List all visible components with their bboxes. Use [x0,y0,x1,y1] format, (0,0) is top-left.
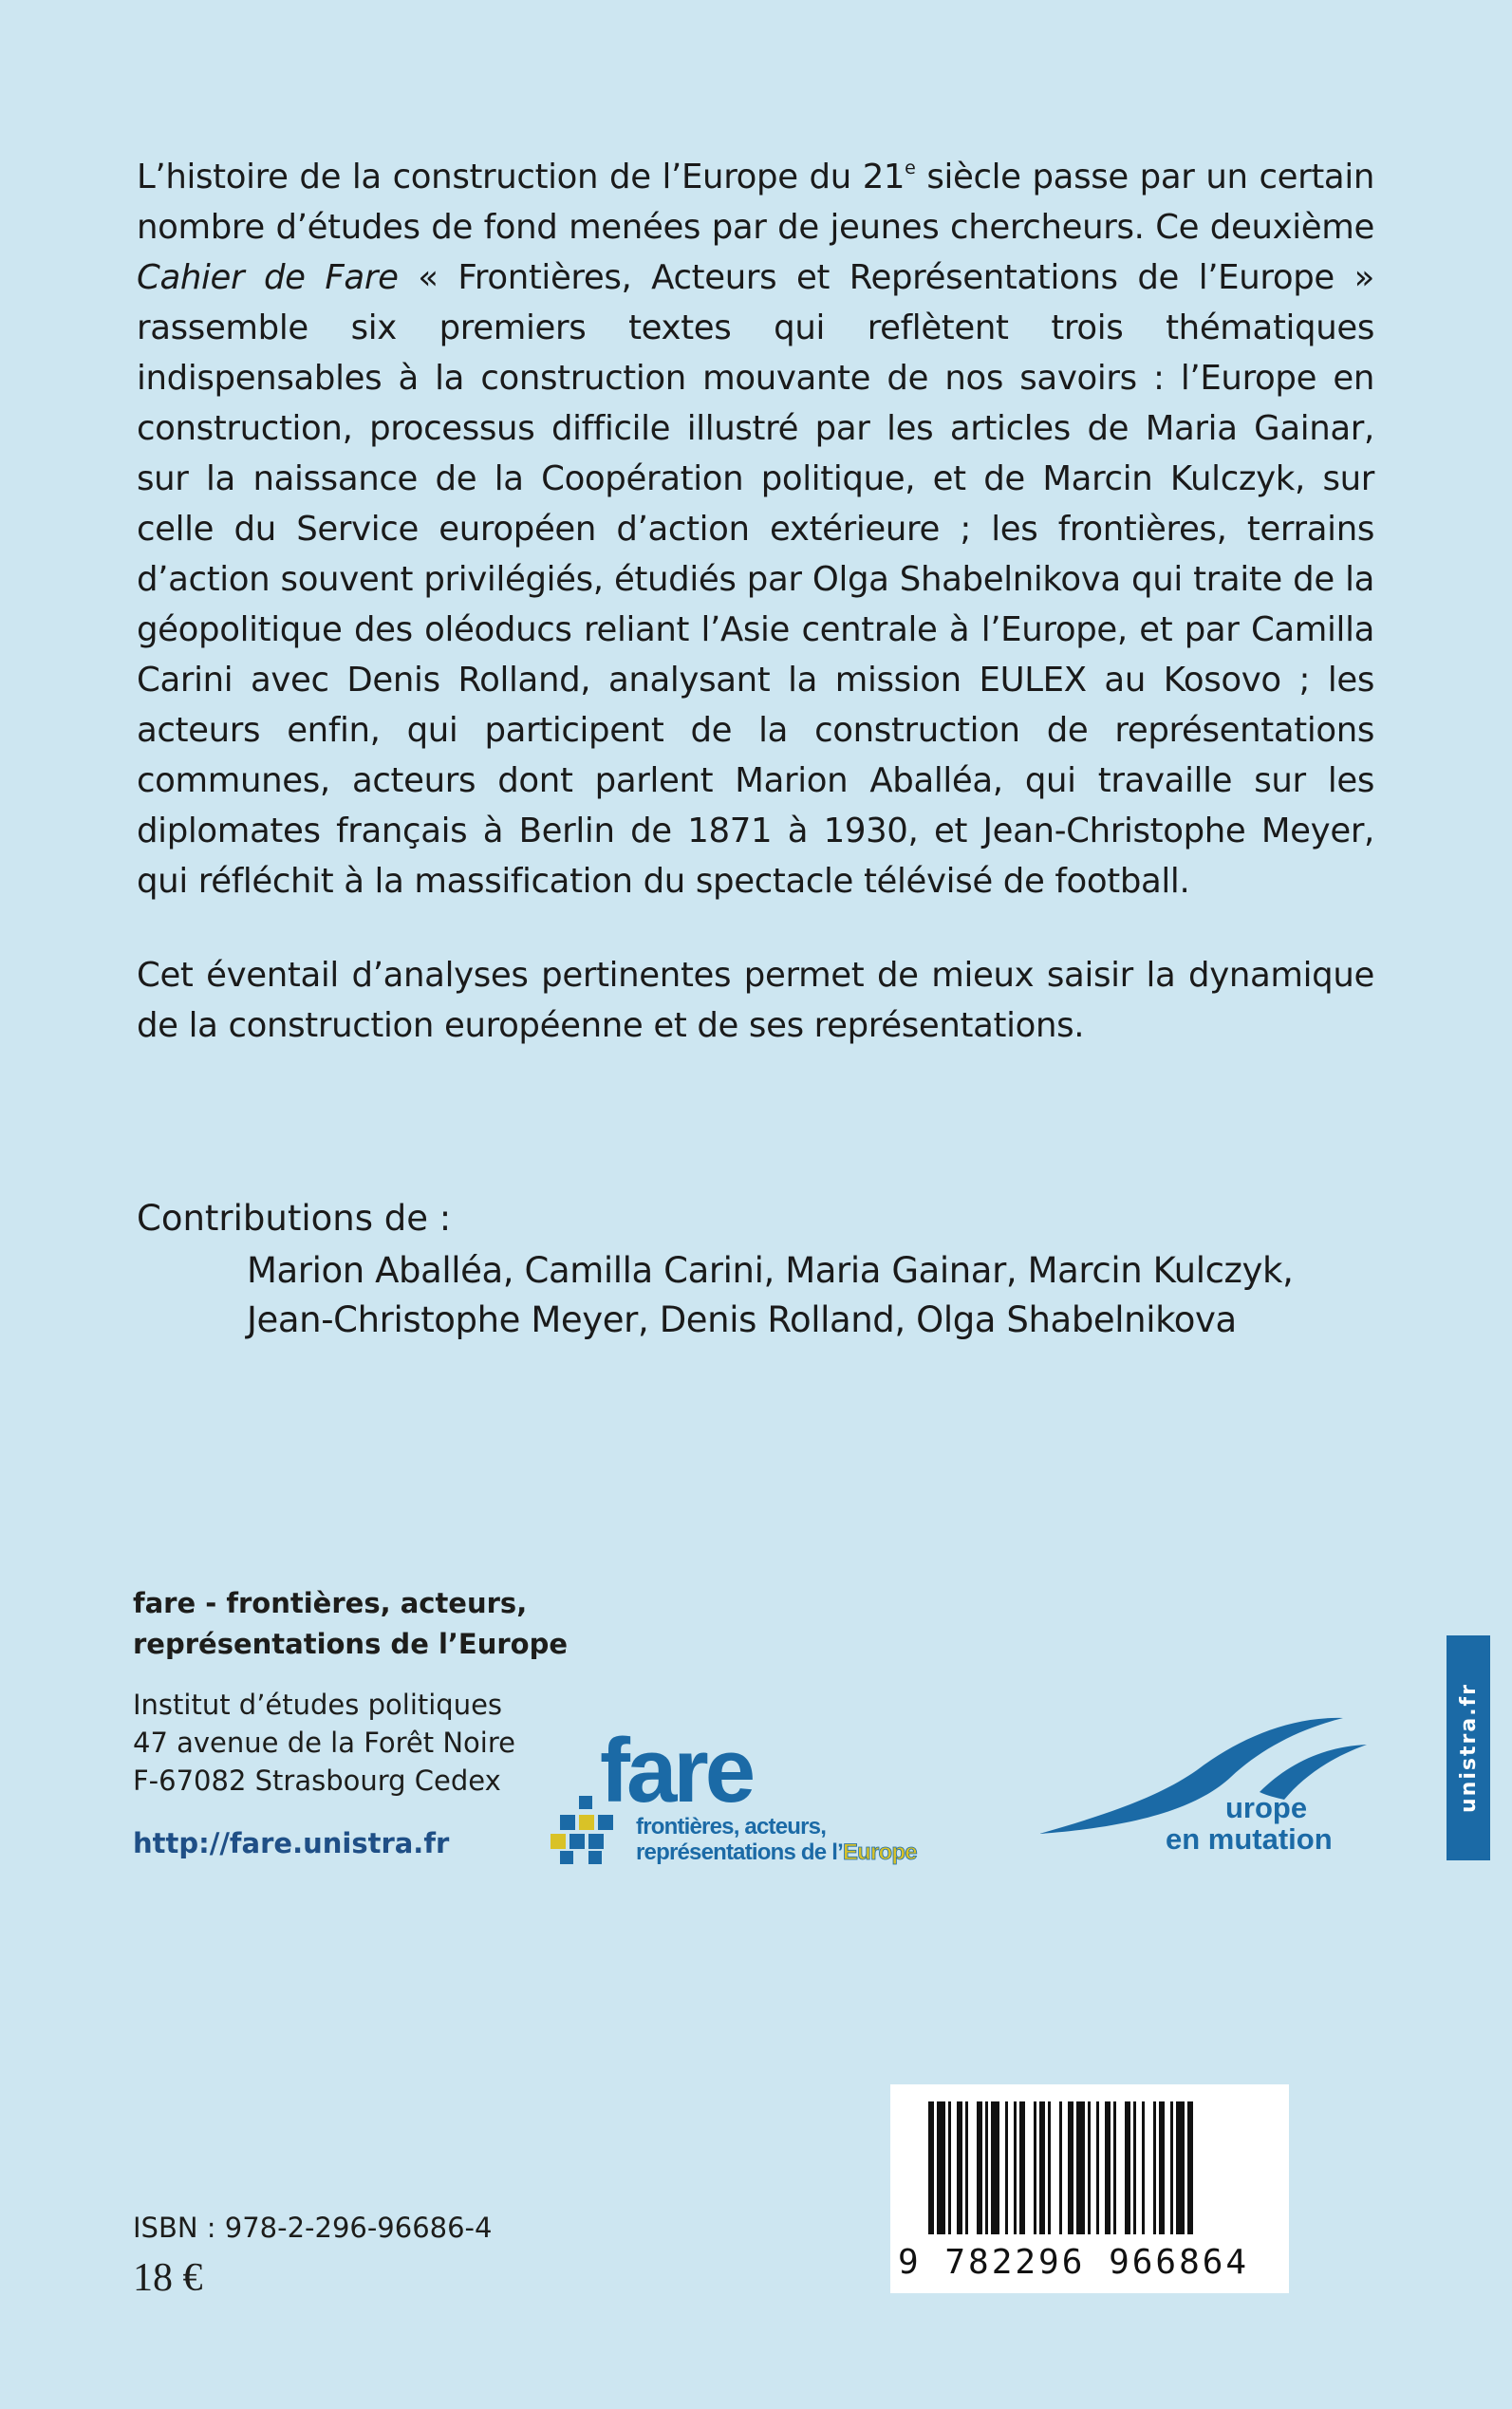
unistra-label: unistra.fr [1456,1683,1481,1813]
contributions-label: Contributions de : [137,1198,452,1239]
contributors-list [247,1246,1293,1345]
fare-logo [551,1709,959,1870]
contributors-line-2: Jean-Christophe Meyer, Denis Rolland, Olga Shabelnikova [247,1299,1237,1340]
address-line-1: Institut d’études politiques [133,1689,503,1721]
unistra-side-tab [1447,1635,1490,1860]
series-title-italic: Cahier de Fare [137,258,399,297]
series-name [133,1583,568,1665]
century-superscript: e [905,158,916,178]
price: 18 € [133,2256,203,2300]
europe-logo-line-2: en mutation [1166,1822,1333,1856]
blurb-text: L’histoire de la construction de l’Europe du 21 [137,158,905,196]
isbn: ISBN : 978-2-296-96686-4 [133,2212,493,2244]
series-name-line-2: représentations de l’Europe [133,1628,569,1660]
back-cover-blurb [137,152,1374,1051]
address-line-3: F-67082 Strasbourg Cedex [133,1765,501,1797]
wave-icon [1039,1718,1367,1834]
europe-en-mutation-logo [1039,1709,1381,1870]
contributors-line-1: Marion Aballéa, Camilla Carini, Maria Gainar, Marcin Kulczyk, [247,1250,1294,1291]
address-line-2: 47 avenue de la Forêt Noire [133,1727,515,1759]
blurb-paragraph-2: Cet éventail d’analyses pertinentes permet de mieux saisir la dynamique de la construction européenne et de ses représentations. [137,956,1374,1045]
fare-tagline-1: frontières, acteurs, [636,1814,827,1839]
website-link[interactable]: http://fare.unistra.fr [133,1827,450,1859]
blurb-paragraph-1 [137,152,1374,906]
series-name-line-1: fare - frontières, acteurs, [133,1587,528,1619]
blurb-text: siècle passe par un certain nombre d’études de fond menées par de jeunes chercheurs. Ce deuxième [137,158,1374,247]
barcode-bars-icon [890,2084,1289,2241]
barcode-digits: 9 782296 966864 [898,2243,1250,2282]
blurb-text: « Frontières, Acteurs et Représentations de l’Europe » rassemble six premiers textes qui reflètent trois thématiques indispensables à la construction mouvante de nos savoirs : l’Europe en construction, processus difficile illustré par les articles de Maria Gainar, sur la naissance de la Coopération politique, et de Marcin Kulczyk, sur celle du Service européen d’action extérieure ; les frontières, terrains d’action souvent privilégiés, étudiés par Olga Shabelnikova qui traite de la géopolitique des oléoducs reliant l’Asie centrale à l’Europe, et par Camilla Carini avec Denis Rolland, analysant la mission EULEX au Kosovo ; les acteurs enfin, qui participent de la construction de représentations communes, acteurs dont parlent Marion Aballéa, qui travaille sur les diplomates français à Berlin de 1871 à 1930, et Jean-Christophe Meyer, qui réfléchit à la massification du spectacle télévisé de football. [137,258,1375,901]
europe-logo-line-1: urope [1225,1791,1308,1824]
publisher-address [133,1686,515,1800]
barcode [890,2084,1289,2293]
fare-wordmark: fare [600,1720,753,1821]
fare-tagline-2: représentations de l’Europe [636,1839,917,1865]
